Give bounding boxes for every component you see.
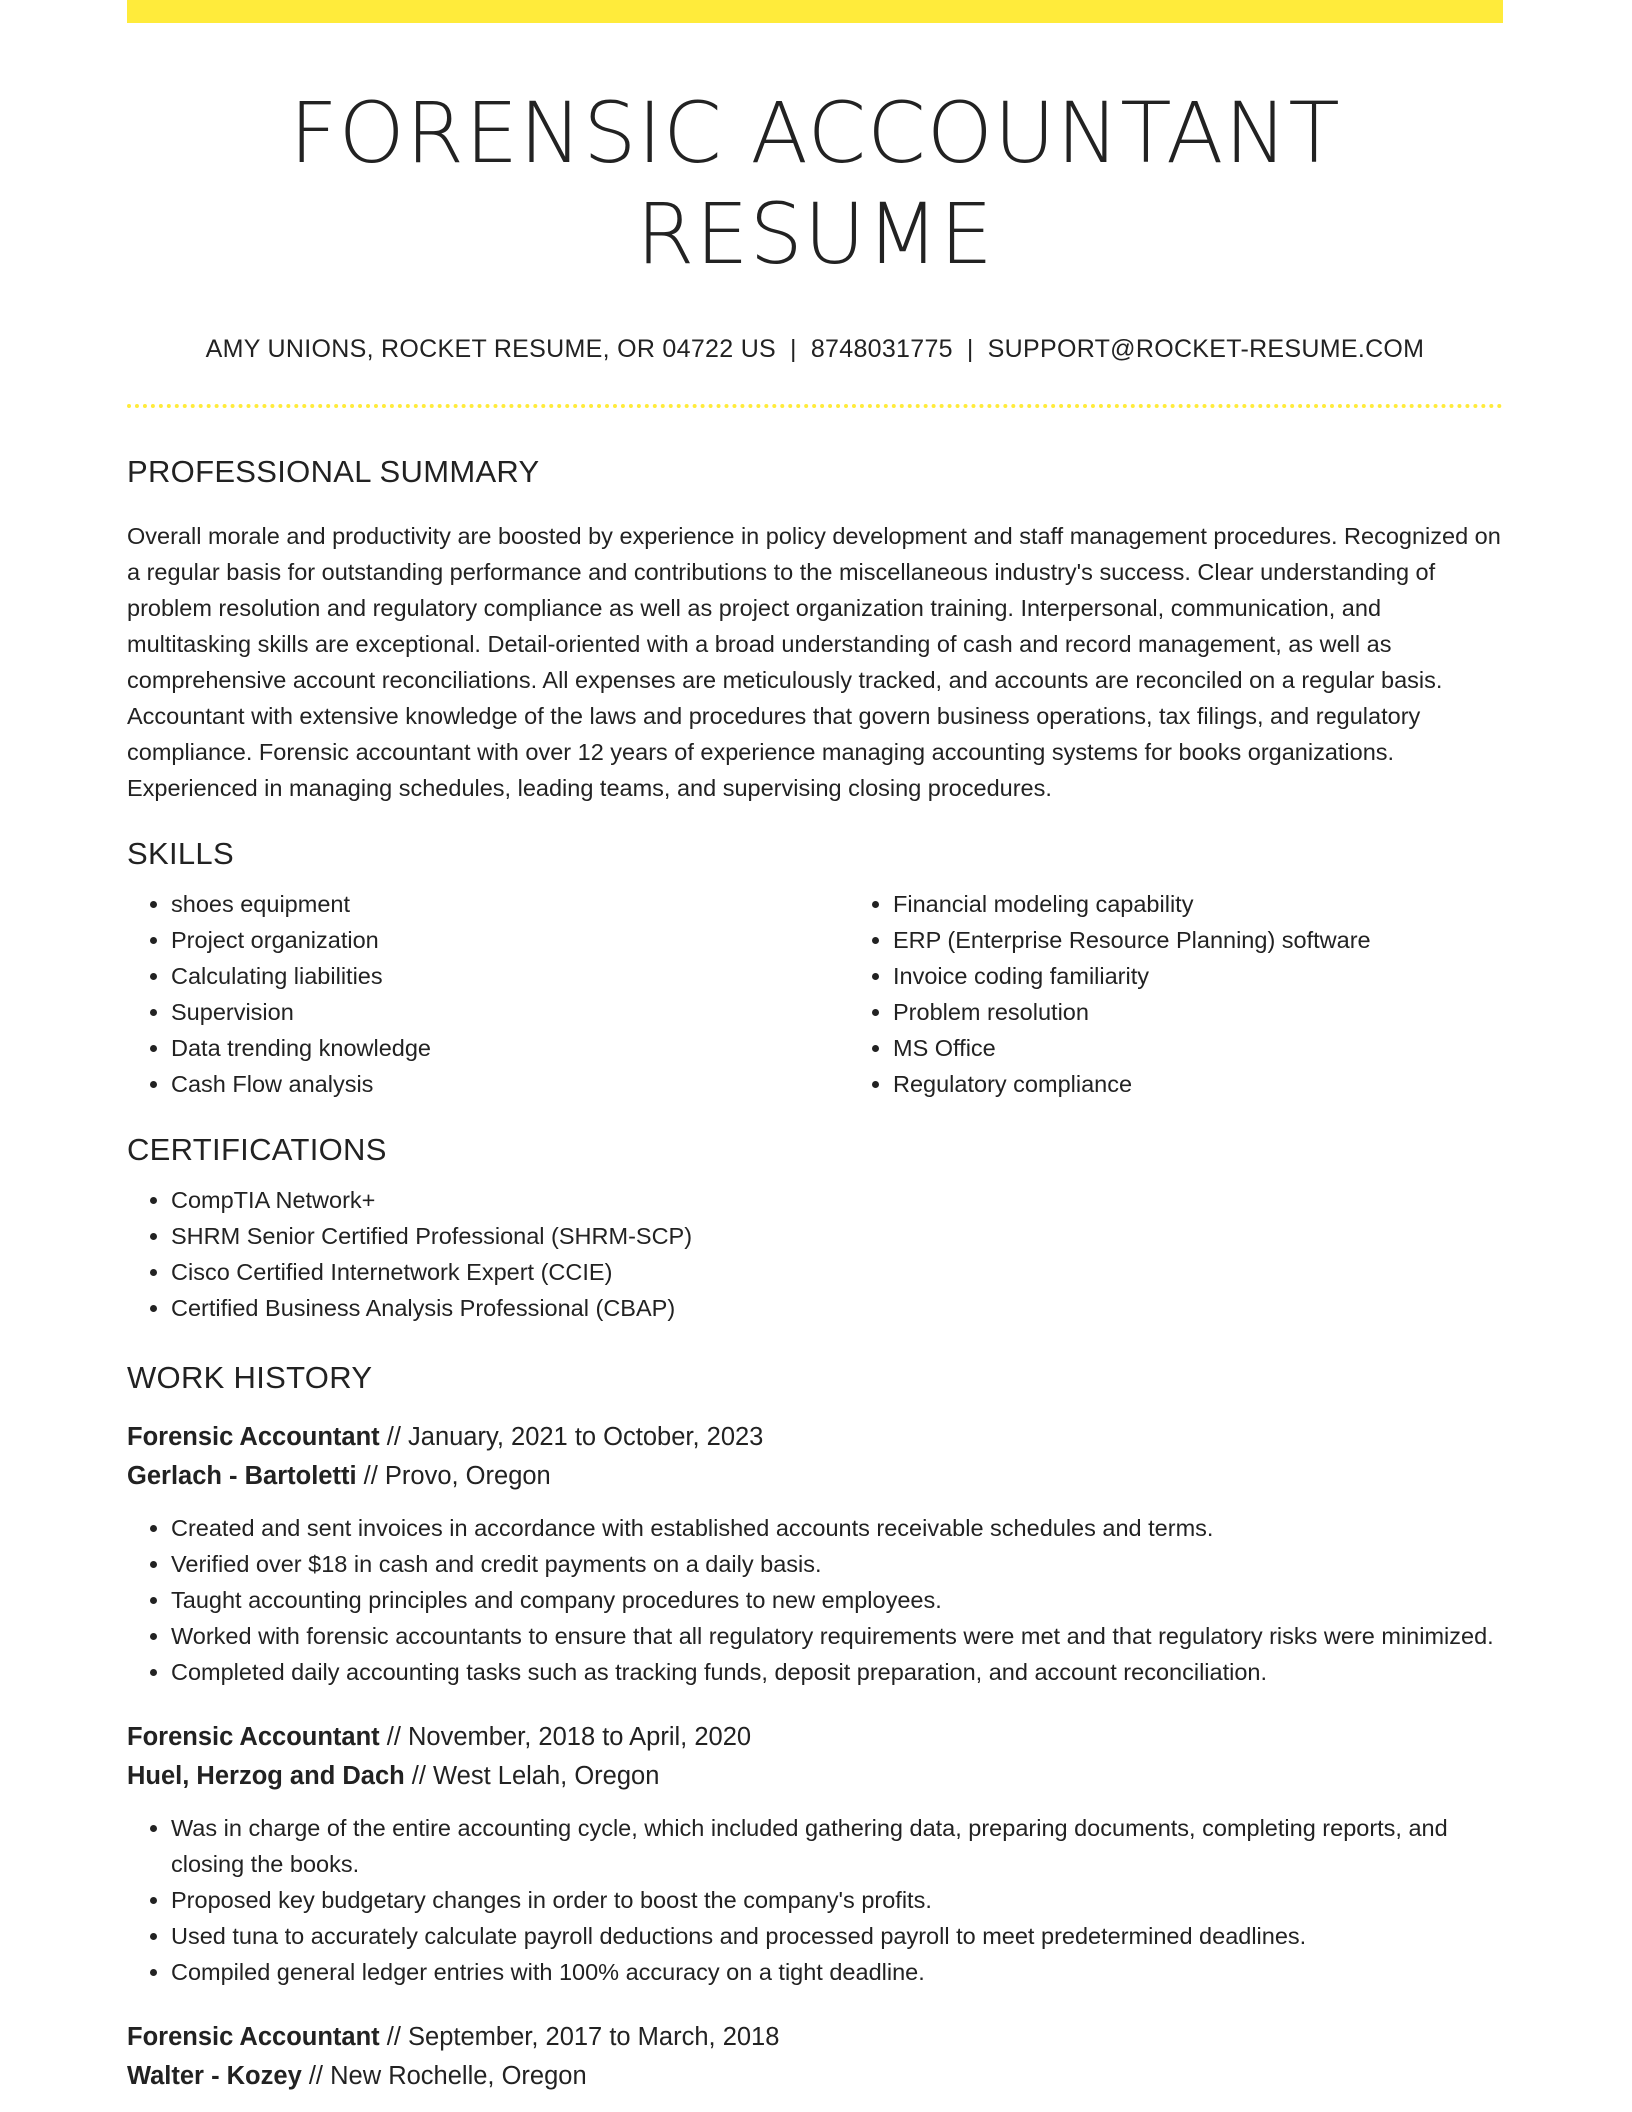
job-bullet: • Verified over $18 in cash and credit payments on a daily basis. xyxy=(171,1546,1503,1582)
job-dates: // January, 2021 to October, 2023 xyxy=(379,1422,764,1451)
job-title: Forensic Accountant xyxy=(127,1422,380,1451)
skill-item: • Supervision xyxy=(171,994,849,1030)
job-location: // West Lelah, Oregon xyxy=(404,1761,660,1790)
job-entry xyxy=(127,2018,1503,2096)
job-bullet: • Proposed key budgetary changes in order to boost the company's profits. xyxy=(171,1882,1503,1918)
job-title: Forensic Accountant xyxy=(127,1722,380,1751)
job-location: // Provo, Oregon xyxy=(356,1461,551,1490)
dotted-divider xyxy=(127,404,1503,408)
summary-heading: PROFESSIONAL SUMMARY xyxy=(127,453,540,489)
certification-item: • SHRM Senior Certified Professional (SHRM-SCP) xyxy=(171,1218,1503,1254)
job-entry xyxy=(127,1718,1503,1990)
job-bullets xyxy=(127,1810,1503,1990)
certifications-list xyxy=(127,1182,1503,1326)
contact-separator: | xyxy=(790,334,797,363)
resume-page xyxy=(127,0,1503,2096)
skills-list-right xyxy=(849,886,1503,1102)
contact-address: AMY UNIONS, ROCKET RESUME, OR 04722 US xyxy=(205,334,777,363)
summary-text: Overall morale and productivity are boosted by experience in policy development and staff management procedures. Recognized on a regular basis for outstanding performance and contributions to the miscellaneous industry's success. Clear understanding of problem resolution and regulatory compliance as well as project organization training. Interpersonal, communication, and multitasking skills are exceptional. Detail-oriented with a broad understanding of cash and record management, as well as comprehensive account reconciliations. All expenses are meticulously tracked, and accounts are reconciled on a regular basis. Accountant with extensive knowledge of the laws and procedures that govern business operations, tax filings, and regulatory compliance. Forensic accountant with over 12 years of experience managing accounting systems for books organizations. Experienced in managing schedules, leading teams, and supervising closing procedures. xyxy=(127,522,1501,801)
job-bullet: • Was in charge of the entire accounting cycle, which included gathering data, preparing documents, completing reports, and closing the books. xyxy=(171,1810,1503,1882)
job-entry xyxy=(127,1418,1503,1690)
job-bullet: • Created and sent invoices in accordance with established accounts receivable schedules and terms. xyxy=(171,1510,1503,1546)
certification-item: • CompTIA Network+ xyxy=(171,1182,1503,1218)
skill-item: • shoes equipment xyxy=(171,886,849,922)
work-history-heading: WORK HISTORY xyxy=(127,1359,373,1395)
skills-heading: SKILLS xyxy=(127,835,234,871)
job-bullets xyxy=(127,1510,1503,1690)
certification-item: • Certified Business Analysis Professional (CBAP) xyxy=(171,1290,1503,1326)
contact-email: SUPPORT@ROCKET-RESUME.COM xyxy=(987,334,1425,363)
skill-item: • ERP (Enterprise Resource Planning) software xyxy=(893,922,1503,958)
job-company: Huel, Herzog and Dach xyxy=(127,1761,405,1790)
skills-list-left xyxy=(127,886,849,1102)
job-title: Forensic Accountant xyxy=(127,2022,380,2051)
top-accent-bar xyxy=(127,0,1503,23)
contact-line xyxy=(127,335,1503,364)
skill-item: • Project organization xyxy=(171,922,849,958)
job-bullet: • Completed daily accounting tasks such as tracking funds, deposit preparation, and account reconciliation. xyxy=(171,1654,1503,1690)
job-company: Gerlach - Bartoletti xyxy=(127,1461,357,1490)
skill-item: • Data trending knowledge xyxy=(171,1030,849,1066)
skill-item: • Invoice coding familiarity xyxy=(893,958,1503,994)
skill-item: • Problem resolution xyxy=(893,994,1503,1030)
contact-separator: | xyxy=(966,334,974,363)
job-bullet: • Taught accounting principles and company procedures to new employees. xyxy=(171,1582,1503,1618)
skill-item: • MS Office xyxy=(893,1030,1503,1066)
job-dates: // September, 2017 to March, 2018 xyxy=(379,2022,780,2051)
contact-phone: 8748031775 xyxy=(810,334,953,363)
skill-item: • Financial modeling capability xyxy=(893,886,1503,922)
skill-item: • Cash Flow analysis xyxy=(171,1066,849,1102)
job-header xyxy=(127,1718,1503,1796)
resume-title: FORENSIC ACCOUNTANT RESUME xyxy=(289,84,1341,283)
job-bullet: • Worked with forensic accountants to ensure that all regulatory requirements were met and that regulatory risks were minimized. xyxy=(171,1618,1503,1654)
certifications-heading: CERTIFICATIONS xyxy=(127,1131,387,1167)
job-company: Walter - Kozey xyxy=(127,2061,302,2090)
skills-columns xyxy=(127,886,1503,1102)
job-location: // New Rochelle, Oregon xyxy=(301,2061,587,2090)
job-dates: // November, 2018 to April, 2020 xyxy=(379,1722,752,1751)
job-header xyxy=(127,2018,1503,2096)
job-header xyxy=(127,1418,1503,1496)
skill-item: • Regulatory compliance xyxy=(893,1066,1503,1102)
skill-item: • Calculating liabilities xyxy=(171,958,849,994)
certification-item: • Cisco Certified Internetwork Expert (CCIE) xyxy=(171,1254,1503,1290)
job-bullet: • Compiled general ledger entries with 100% accuracy on a tight deadline. xyxy=(171,1954,1503,1990)
job-bullet: • Used tuna to accurately calculate payroll deductions and processed payroll to meet predetermined deadlines. xyxy=(171,1918,1503,1954)
